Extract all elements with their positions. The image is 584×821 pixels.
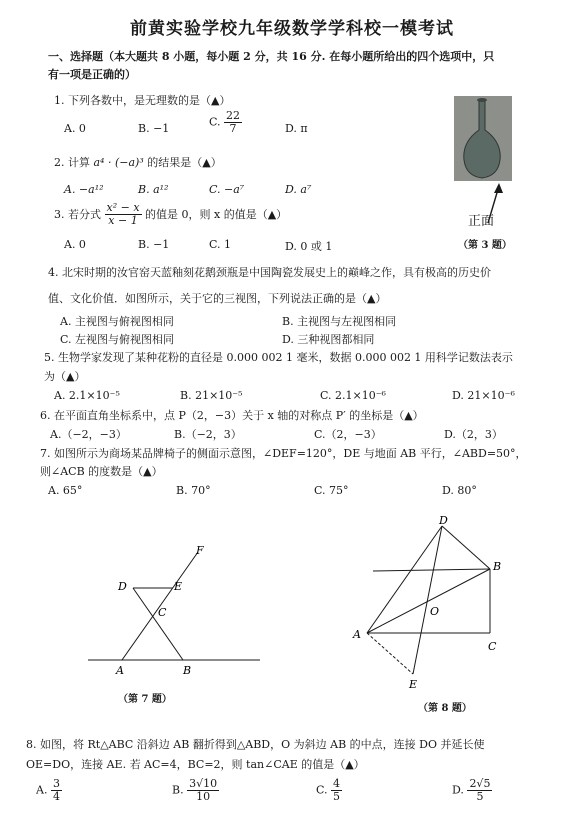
segment-d-e (413, 526, 442, 674)
label-b: B (183, 664, 192, 677)
segment-top-horizontal (373, 569, 490, 571)
vase-mouth (477, 98, 487, 102)
q2-option-b: B. a¹² (138, 183, 169, 196)
q6-stem: 6. 在平面直角坐标系中，点 P（2，−3）关于 x 轴的对称点 P′ 的坐标是（▲） (40, 409, 424, 422)
section-heading-line1: 一、选择题（本大题共 8 小题，每小题 2 分，共 16 分. 在每小题所给出的四个选项中，只 (48, 50, 495, 63)
q1-stem: 1. 下列各数中，是无理数的是（▲） (54, 94, 231, 107)
label-o: O (430, 605, 440, 618)
q8-figure (345, 512, 515, 692)
q4-line2: 值、文化价值．如图所示，关于它的三视图，下列说法正确的是（▲） (48, 292, 387, 305)
label-d: D (118, 580, 127, 593)
q3-stem: 3. 若分式 $\frac{\text{x² − x}}{x - 1}$ 的值是 0，则 x 的值是（▲） (54, 201, 288, 227)
q6-option-a: A.（−2，−3） (50, 428, 127, 441)
q1-option-a: A. 0 (64, 122, 86, 135)
q7-line1: 7. 如图所示为商场某品牌椅子的侧面示意图，∠DEF=120°，DE 与地面 AB 平行，∠ABD=50°， (40, 447, 527, 460)
q2-option-c: C. −a⁷ (209, 183, 245, 196)
segment-d-b (133, 588, 183, 660)
q3-option-d: D. 0 或 1 (285, 240, 333, 253)
page-title: 前黄实验学校九年级数学学科校一模考试 (130, 19, 454, 39)
q5-option-d: D. 21×10⁻⁶ (452, 389, 515, 402)
q6-option-d: D.（2，3） (444, 428, 503, 441)
q5-line1: 5. 生物学家发现了某种花粉的直径是 0.000 002 1 毫米，数据 0.000 002 1 用科学记数法表示 (44, 351, 513, 364)
q8-line1: 8. 如图，将 Rt△ABC 沿斜边 AB 翻折得到△ABD，O 为斜边 AB 的中点，连接 DO 并延长使 (26, 738, 485, 751)
q2-option-d: D. a⁷ (285, 183, 312, 196)
q5-option-a: A. 2.1×10⁻⁵ (54, 389, 120, 402)
q3-option-b: B. −1 (138, 238, 170, 251)
q2-stem: 2. 计算 a⁴ · (−a)³ 的结果是（▲） (54, 156, 222, 169)
q7-option-c: C. 75° (314, 484, 349, 497)
q1-option-c: C. $\frac{22}{7}$ (209, 109, 241, 135)
q7-line2: 则∠ACB 的度数是（▲） (40, 465, 163, 478)
q8-line2: OE=DO，连接 AE. 若 AC=4，BC=2，则 tan∠CAE 的值是（▲） (26, 758, 365, 771)
q8-option-b: B. $\frac{3√10}{10}$ (172, 777, 218, 803)
q8-option-c: C. $\frac{4}{5}$ (316, 777, 341, 803)
segment-a-b (367, 569, 490, 633)
label-a: A (116, 664, 124, 677)
q4-line1: 4. 北宋时期的汝官窑天蓝釉刻花鹅颈瓶是中国陶瓷发展史上的巅峰之作，具有极高的历史价 (48, 266, 491, 279)
label-b: B (493, 560, 502, 573)
q8-figure-caption: （第 8 题） (418, 703, 472, 714)
q3-figure-caption: （第 3 题） (458, 240, 512, 251)
label-c: C (158, 606, 167, 619)
q7-option-d: D. 80° (442, 484, 477, 497)
q7-option-b: B. 70° (176, 484, 211, 497)
label-c: C (488, 640, 497, 653)
q4-option-d: D. 三种视图都相同 (282, 333, 375, 346)
label-d: D (439, 514, 448, 527)
q3-option-a: A. 0 (64, 238, 86, 251)
front-arrow-head (494, 183, 503, 193)
q3-option-c: C. 1 (209, 238, 232, 251)
segment-d-b (442, 526, 490, 569)
q8-option-d: D. $\frac{2√5}{5}$ (452, 777, 491, 803)
label-a: A (353, 628, 361, 641)
q5-line2: 为（▲） (44, 370, 86, 383)
q8-option-a: A. $\frac{3}{4}$ (36, 777, 60, 803)
section-heading-line2: 有一项是正确的） (48, 68, 136, 81)
q4-option-b: B. 主视图与左视图相同 (282, 315, 397, 328)
q7-figure (80, 540, 270, 680)
segment-a-e-dashed (367, 633, 413, 674)
label-f: F (196, 544, 204, 557)
q7-option-a: A. 65° (48, 484, 83, 497)
q5-option-c: C. 2.1×10⁻⁶ (320, 389, 386, 402)
q7-figure-caption: （第 7 题） (118, 694, 172, 705)
label-e: E (409, 678, 418, 691)
q1-option-b: B. −1 (138, 122, 170, 135)
q3-front-label: 正面 (468, 214, 495, 229)
label-e: E (174, 580, 183, 593)
q2-option-a: A. −a¹² (64, 183, 104, 196)
q4-option-a: A. 主视图与俯视图相同 (60, 315, 174, 328)
q5-option-b: B. 21×10⁻⁵ (180, 389, 243, 402)
q6-option-b: B.（−2，3） (174, 428, 242, 441)
q6-option-c: C.（2，−3） (314, 428, 382, 441)
q3-vase-figure (448, 90, 558, 250)
q1-option-d: D. π (285, 122, 308, 135)
q4-option-c: C. 左视图与俯视图相同 (60, 333, 175, 346)
